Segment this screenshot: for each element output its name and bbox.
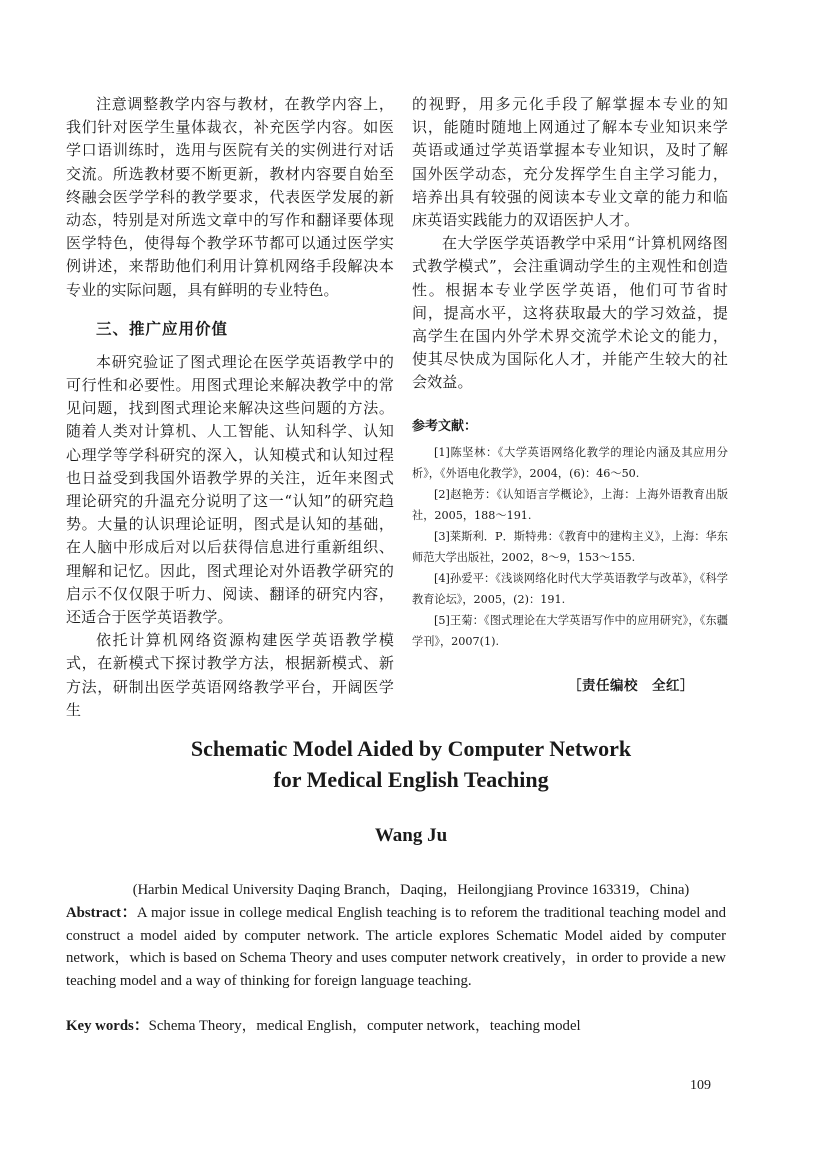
- right-column: [412, 93, 728, 694]
- references-heading: 参考文献：: [412, 418, 478, 434]
- abstract-label: Abstract：: [66, 905, 137, 921]
- body-paragraph: 在大学医学英语教学中采用“计算机网络图式教学模式”，会注重调动学生的主观性和创造性。根据本专业学医学英语，他们可节省时间，提高水平，这将获取最大的学习效益，提高学生在国内外学术界交流学术论文的能力，使其尽快成为国际化人才，并能产生较大的社会效益。: [412, 234, 728, 392]
- reference-item: [4]孙爱平：《浅谈网络化时代大学英语教学与改革》，《科学教育论坛》，2005，(2)：191.: [412, 571, 728, 606]
- body-paragraph: 本研究验证了图式理论在医学英语教学中的可行性和必要性。用图式理论来解决教学中的常见问题，找到图式理论来解决这些问题的方法。随着人类对计算机、人工智能、认知科学、认知心理学等学科研究的深入，认知模式和认知过程也日益受到我国外语教学界的关注，近年来图式理论研究的升温充分说明了这一“认知”的研究趋势。大量的认识理论证明，图式是认知的基础，在人脑中形成后对以后获得信息进行重新组织、理解和记忆。因此，图式理论对外语教学研究的启示不仅仅限于听力、阅读、翻译的研究内容，还适合于医学英语教学。: [66, 352, 394, 627]
- english-title-line: Schematic Model Aided by Computer Network: [190, 736, 632, 761]
- keywords-label: Key words：: [66, 1018, 149, 1034]
- english-title: [0, 733, 822, 795]
- body-paragraph: 注意调整教学内容与教材，在教学内容上，我们针对医学生量体裁衣，补充医学内容。如医学口语训练时，选用与医院有关的实例进行对话交流。所选教材要不断更新，教材内容要自始至终融会医学学科的教学要求，代表医学发展的新动态，特别是对所选文章中的写作和翻译要体现医学特色，使得每个教学环节都可以通过医学实例讲述，来帮助他们利用计算机网络手段解决本专业的实际问题，具有鲜明的专业特色。: [66, 95, 394, 299]
- keywords: [66, 1015, 726, 1037]
- left-column: [66, 93, 394, 722]
- author-name: Wang Ju: [374, 825, 448, 846]
- abstract: [66, 902, 726, 992]
- reference-item: [2]赵艳芳：《认知语言学概论》，上海：上海外语教育出版社，2005，188～191.: [412, 487, 728, 522]
- reference-item: [5]王菊：《图式理论在大学英语写作中的应用研究》，《东疆学刊》，2007(1).: [412, 613, 728, 648]
- english-title-line: for Medical English Teaching: [273, 767, 549, 792]
- section-heading: 三、推广应用价值: [96, 319, 229, 338]
- keywords-text: Schema Theory，medical English，computer network，teaching model: [148, 1018, 581, 1034]
- author-affiliation: (Harbin Medical University Daqing Branch，Daqing，Heilongjiang Province 163319，China): [132, 882, 690, 898]
- page-number: 109: [690, 1078, 711, 1093]
- reference-item: [1]陈坚林：《大学英语网络化教学的理论内涵及其应用分析》，《外语电化教学》，2004，(6)：46～50.: [412, 445, 728, 480]
- editor-note: ［责任编校 全红］: [568, 677, 694, 694]
- abstract-text: A major issue in college medical English teaching is to reforem the traditional teaching model and construct a model aided by computer network. The article explores Schematic Model aided by computer network，which is based on Schema Theory and uses computer network creatively，in order to provide a new teaching model and a way of thinking for foreign language teaching.: [66, 905, 726, 989]
- reference-item: [3]莱斯利．P．斯特弗：《教育中的建构主义》，上海：华东师范大学出版社，2002，8～9，153～155.: [412, 529, 728, 564]
- body-paragraph: 的视野，用多元化手段了解掌握本专业的知识，能随时随地上网通过了解本专业知识来学英语或通过学英语掌握本专业知识，及时了解国外医学动态，充分发挥学生自主学习能力，培养出具有较强的阅读本专业文章的能力和临床英语实践能力的双语医护人才。: [412, 95, 728, 230]
- body-paragraph: 依托计算机网络资源构建医学英语教学模式，在新模式下探讨教学方法，根据新模式、新方法，研制出医学英语网络教学平台，开阔医学生: [66, 631, 394, 719]
